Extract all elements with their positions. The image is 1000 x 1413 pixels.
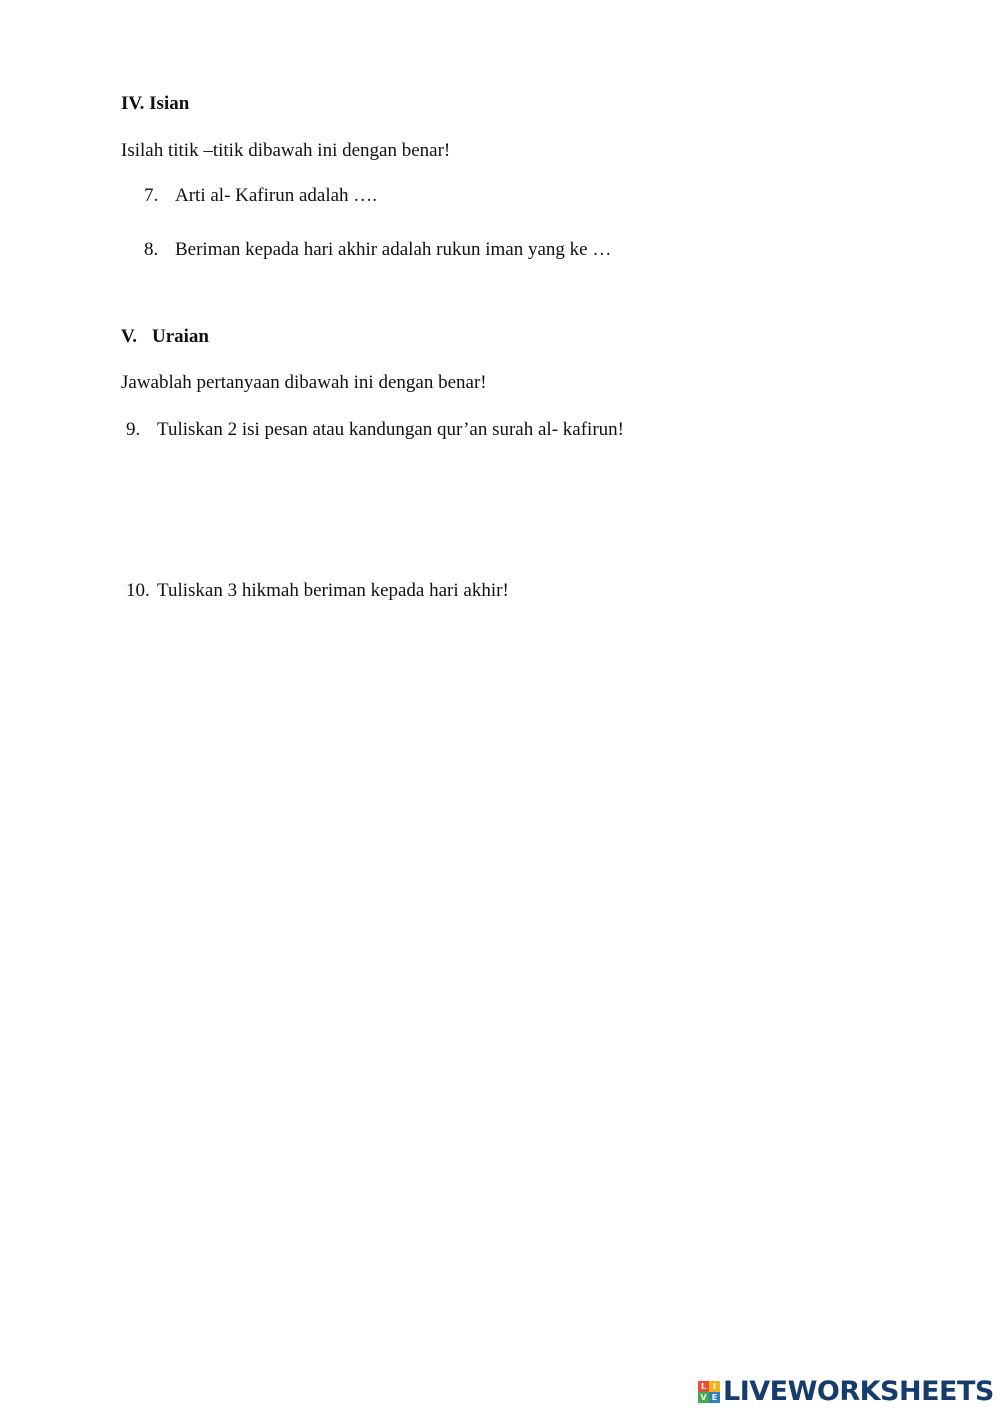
- section-iv-heading: IV. Isian: [121, 93, 190, 114]
- question-10-text: Tuliskan 3 hikmah beriman kepada hari akhir!: [157, 580, 509, 601]
- logo-letter-i: I: [709, 1381, 720, 1392]
- section-iv-instruction: Isilah titik –titik dibawah ini dengan benar!: [121, 140, 451, 161]
- logo-letter-l: L: [698, 1381, 709, 1392]
- logo-letter-v: V: [698, 1392, 709, 1403]
- question-10-number: 10.: [126, 580, 150, 601]
- liveworksheets-logo: [698, 1377, 994, 1407]
- question-9-text: Tuliskan 2 isi pesan atau kandungan qur’an surah al- kafirun!: [157, 419, 624, 440]
- liveworksheets-logo-text: LIVEWORKSHEETS: [723, 1376, 994, 1407]
- question-8-number: 8.: [144, 239, 159, 260]
- section-v-instruction: Jawablah pertanyaan dibawah ini dengan benar!: [121, 372, 487, 393]
- question-7-text: Arti al- Kafirun adalah ….: [175, 185, 378, 206]
- logo-letter-e: E: [709, 1392, 720, 1403]
- question-8-text: Beriman kepada hari akhir adalah rukun iman yang ke …: [175, 239, 612, 260]
- liveworksheets-logo-icon: [698, 1381, 720, 1403]
- question-9-number: 9.: [126, 419, 141, 440]
- section-v-heading-number: V.: [121, 326, 138, 347]
- question-7-number: 7.: [144, 185, 159, 206]
- section-v-heading: Uraian: [152, 326, 209, 347]
